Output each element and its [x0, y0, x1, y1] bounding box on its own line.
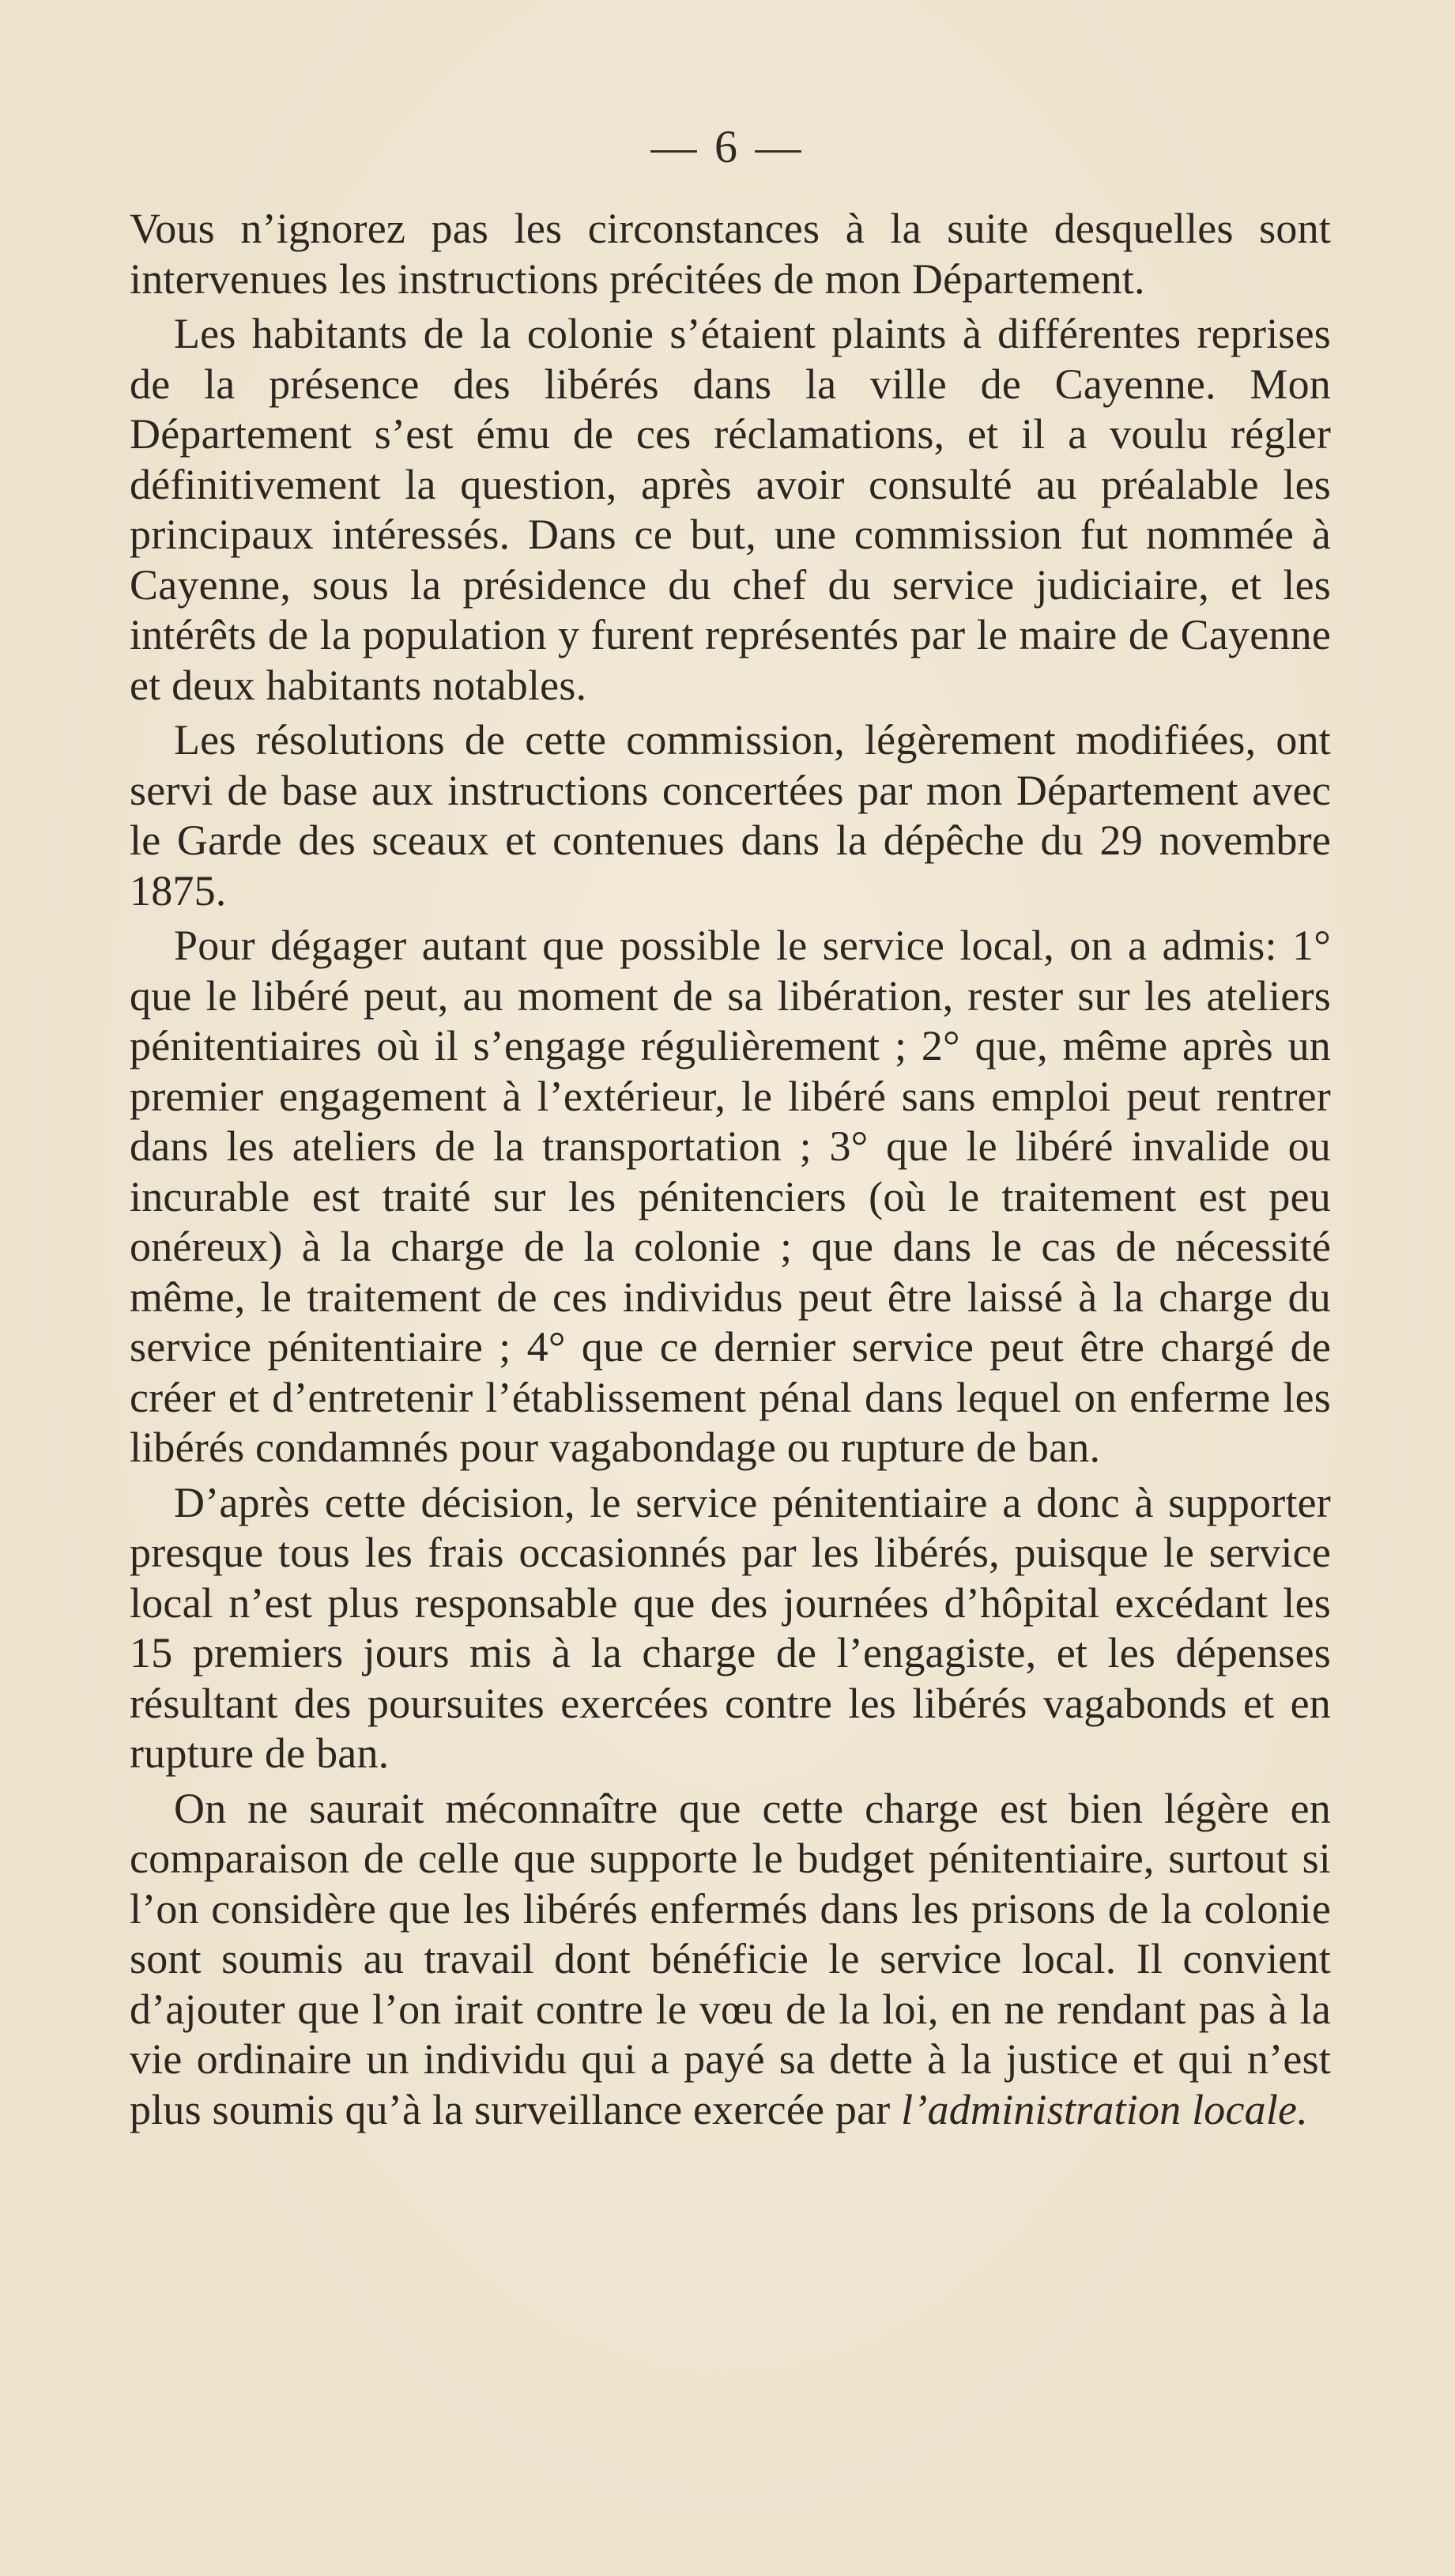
paragraph-3: Les résolutions de cette commission, légèrement modifiées, ont servi de base aux instructions concertées par mon Département avec le Garde des sceaux et contenues dans la dépêche du 29 novembre 1875.	[130, 716, 1331, 915]
paragraph-1: Vous n’ignorez pas les circonstances à la suite desquelles sont intervenues les instructions précitées de mon Département.	[130, 205, 1331, 303]
paragraph-5: D’après cette décision, le service pénitentiaire a donc à supporter presque tous les frais occasionnés par les libérés, puisque le service local n’est plus responsable que des journées d’hôpital excédant les 15 premiers jours mis à la charge de l’engagiste, et les dépenses résultant des poursuites exercées contre les libérés vagabonds et en rupture de ban.	[130, 1478, 1331, 1777]
paragraph-6-text: On ne saurait méconnaître que cette charge est bien légère en comparaison de celle que supporte le budget pénitentiaire, surtout si l’on considère que les libérés enfermés dans les prisons de la colonie sont soumis au travail dont bénéficie le service local. Il convient d’ajouter que l’on irait contre le vœu de la loi, en ne rendant pas à la vie ordinaire un individu qui a payé sa dette à la justice et qui n’est plus soumis qu’à la surveillance exercée par	[130, 1784, 1331, 2133]
paragraph-6	[130, 1784, 1331, 2136]
page-number: — 6 —	[650, 121, 805, 172]
paragraph-6-italic-tail: l’administration locale.	[901, 2085, 1308, 2133]
paragraph-2: Les habitants de la colonie s’étaient plaints à différentes reprises de la présence des libérés dans la ville de Cayenne. Mon Département s’est ému de ces réclamations, et il a voulu régler définitivement la question, après avoir consulté au préalable les principaux intéressés. Dans ce but, une commission fut nommée à Cayenne, sous la présidence du chef du service judiciaire, et les intérêts de la population y furent représentés par le maire de Cayenne et deux habitants notables.	[130, 310, 1331, 709]
body-text	[130, 204, 1331, 2140]
paragraph-4: Pour dégager autant que possible le service local, on a admis: 1° que le libéré peut, au moment de sa libération, rester sur les ateliers pénitentiaires où il s’engage régulièrement ; 2° que, même après un premier engagement à l’extérieur, le libéré sans emploi peut rentrer dans les ateliers de la transportation ; 3° que le libéré invalide ou incurable est traité sur les pénitenciers (où le traitement est peu onéreux) à la charge de la colonie ; que dans le cas de nécessité même, le traitement de ces individus peut être laissé à la charge du service pénitentiaire ; 4° que ce dernier service peut être chargé de créer et d’entretenir l’établissement pénal dans lequel on enferme les libérés condamnés pour vagabondage ou rupture de ban.	[130, 922, 1331, 1471]
